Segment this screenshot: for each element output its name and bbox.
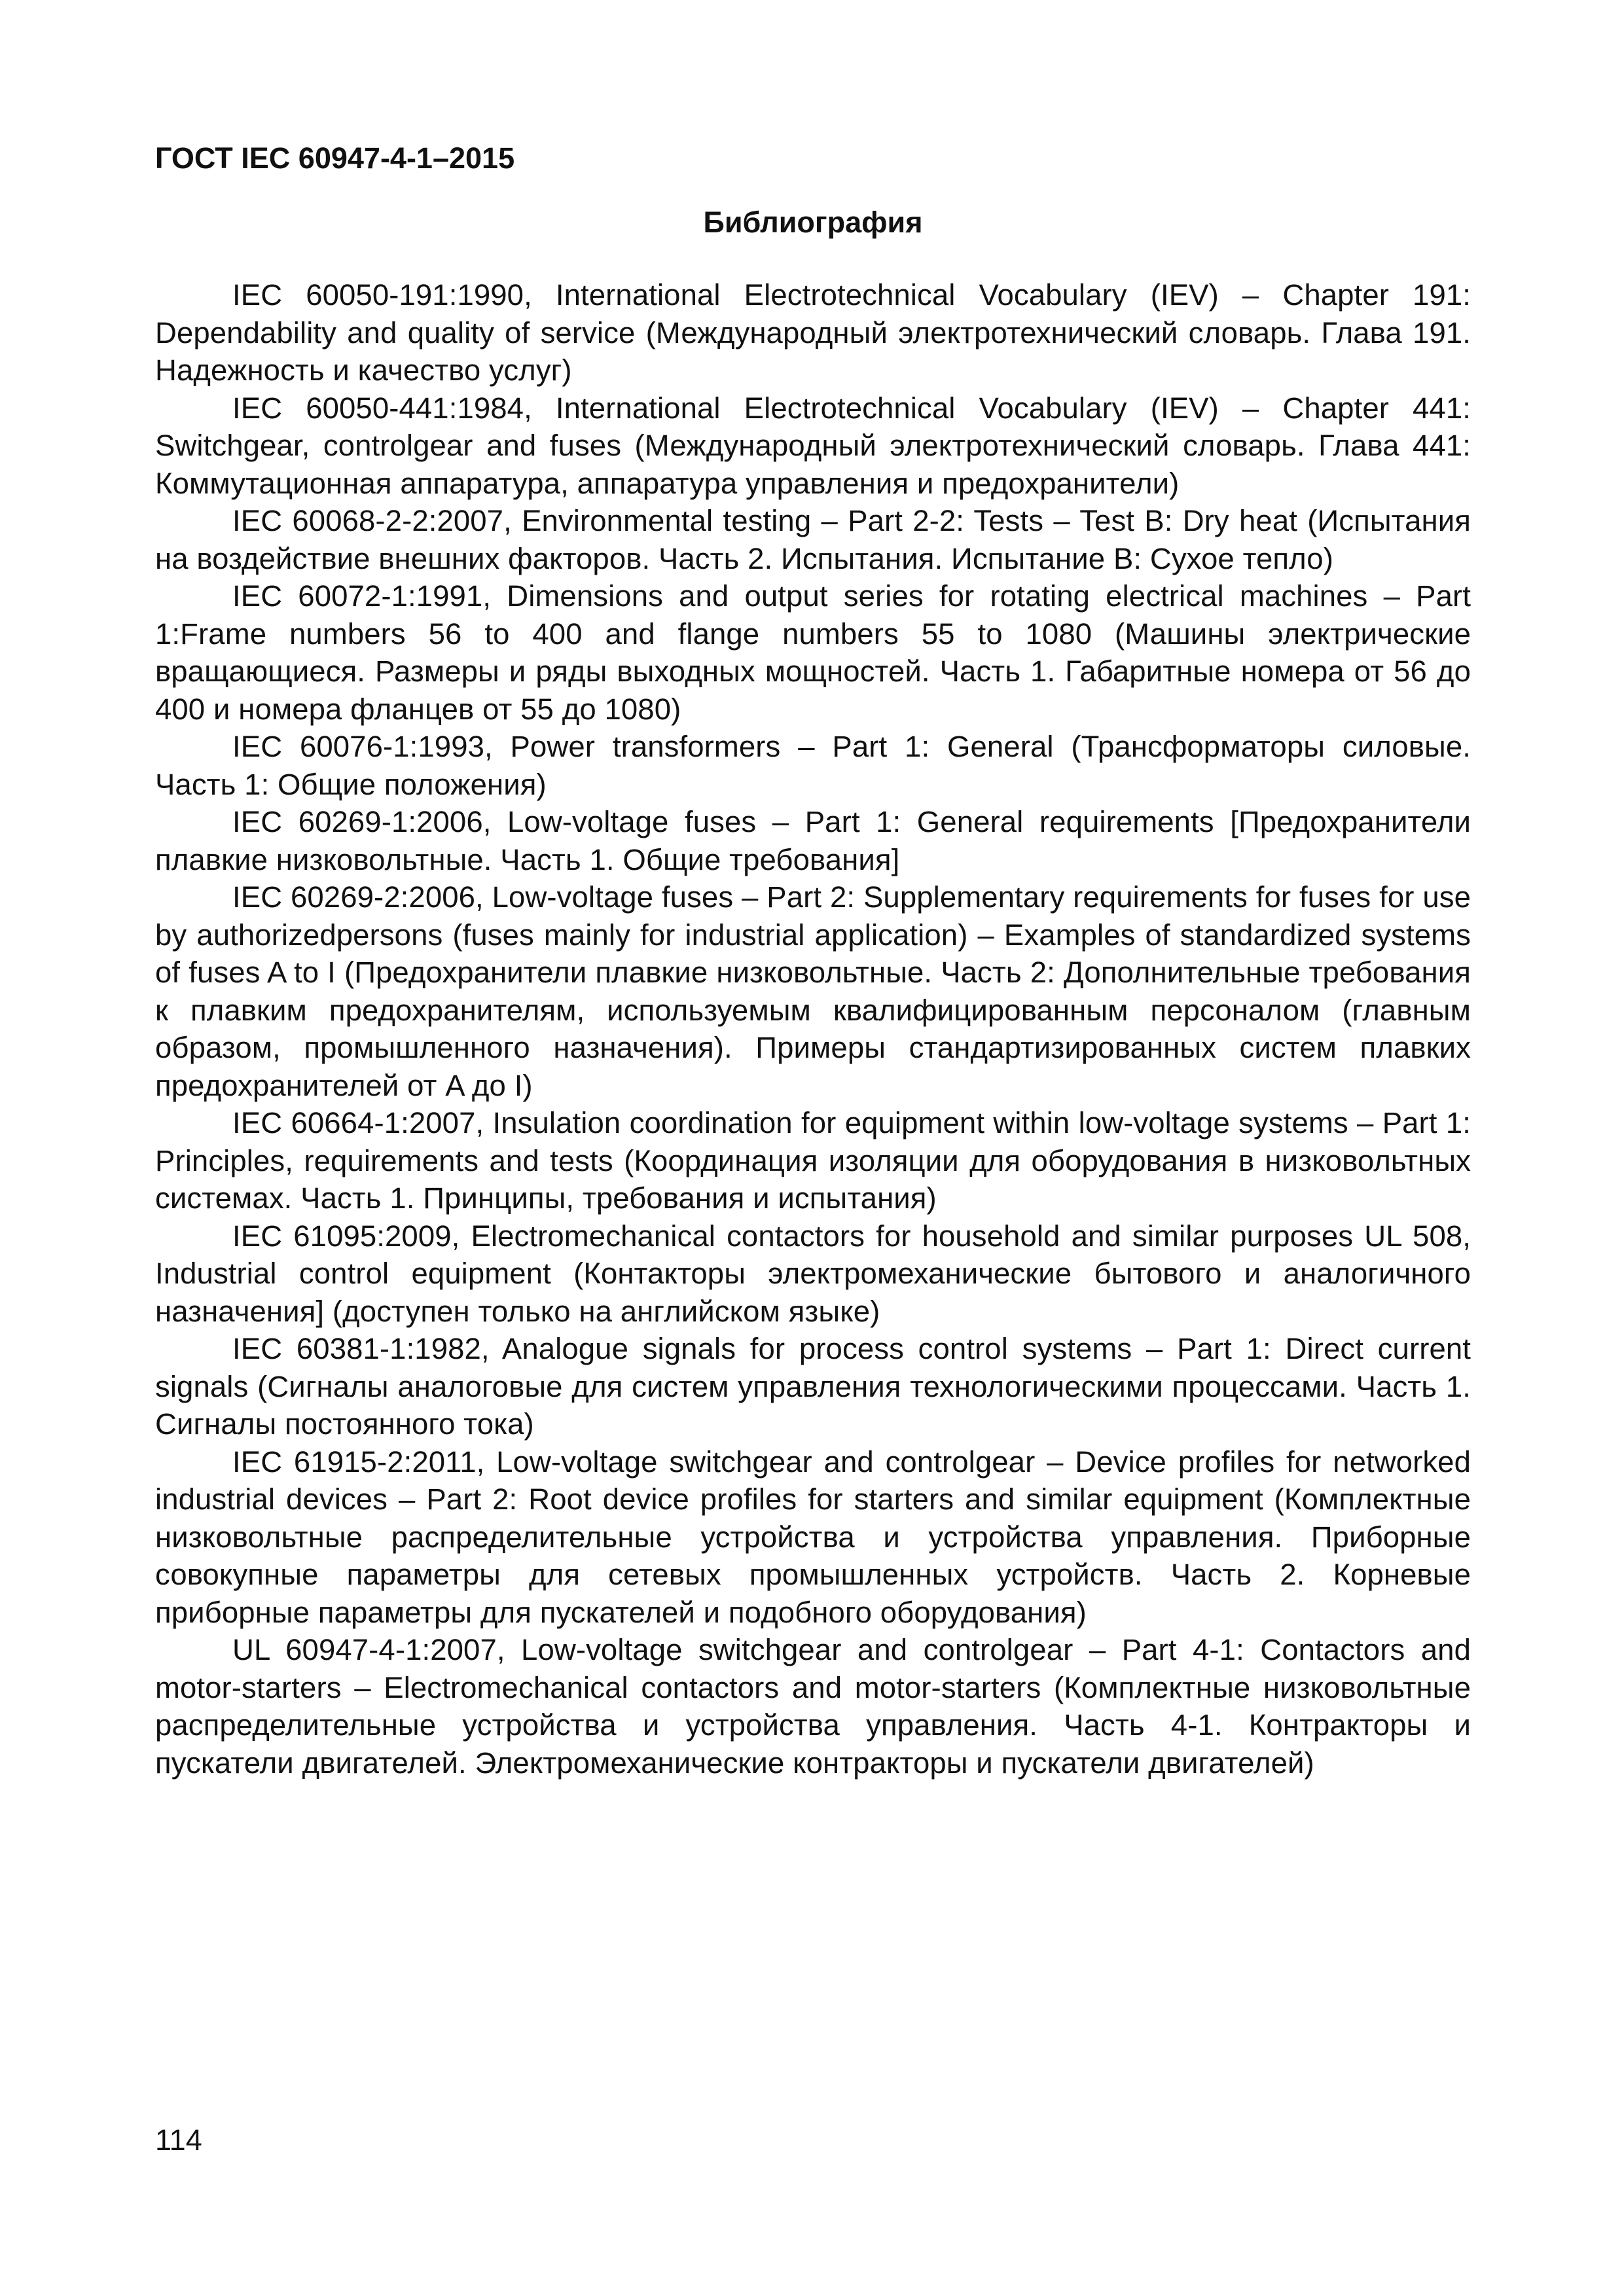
bibliography-entry: IEC 60269-1:2006, Low-voltage fuses – Part 1: General requirements [Предохранители плавкие низковольтные. Часть 1. Общие требования] [155,805,1471,876]
bibliography-entry: IEC 61095:2009, Electromechanical contactors for household and similar purposes UL 508, Industrial control equipment (Контакторы электромеханические бытового и аналогичного назначения] (доступен только на английском языке) [155,1219,1471,1328]
bibliography-entry: IEC 60076-1:1993, Power transformers – Part 1: General (Трансформаторы силовые. Часть 1: Общие положения) [155,730,1471,801]
bibliography-entry: IEC 60068-2-2:2007, Environmental testing – Part 2-2: Tests – Test B: Dry heat (Испытания на воздействие внешних факторов. Часть 2. Испытания. Испытание B: Сухое тепло) [155,504,1471,575]
bibliography-entry: IEC 61915-2:2011, Low-voltage switchgear and controlgear – Device profiles for networked industrial devices – Part 2: Root device profiles for starters and similar equipment (Комплектные низковольтные распределительные устройства и устройства управления. Приборные совокупные параметры для сетевых промышленных устройств. Часть 2. Корневые приборные параметры для пускателей и подобного оборудования) [155,1444,1471,1629]
bibliography-title: Библиография [703,206,923,239]
bibliography-entry: IEC 60269-2:2006, Low-voltage fuses – Part 2: Supplementary requirements for fuses for use by authorizedpersons (fuses mainly for industrial application) – Examples of standardized systems of fuses A to I (Предохранители плавкие низковольтные. Часть 2: Дополнительные требования к плавким предохранителям, используемым квалифицированным персоналом (главным образом, промышленного назначения). Примеры стандартизированных систем плавких предохранителей от A до I) [155,880,1471,1102]
page-number: 114 [155,2123,202,2157]
bibliography-entry: IEC 60050-191:1990, International Electrotechnical Vocabulary (IEV) – Chapter 191: Dependability and quality of service (Международный электротехнический словарь. Глава 191. Надежность и качество услуг) [155,278,1471,387]
bibliography-entry: IEC 60050-441:1984, International Electrotechnical Vocabulary (IEV) – Chapter 441: Switchgear, controlgear and fuses (Международный электротехнический словарь. Глава 441: Коммутационная аппаратура, аппаратура управления и предохранители) [155,391,1471,500]
document-code-header: ГОСТ IEC 60947-4-1–2015 [155,141,515,175]
bibliography-entry: IEC 60664-1:2007, Insulation coordination for equipment within low-voltage systems – Part 1: Principles, requirements and tests (Координация изоляции для оборудования в низковольтных системах. Часть 1. Принципы, требования и испытания) [155,1106,1471,1215]
bibliography-entry: IEC 60381-1:1982, Analogue signals for process control systems – Part 1: Direct current signals (Сигналы аналоговые для систем управления технологическими процессами. Часть 1. Сигналы постоянного тока) [155,1332,1471,1441]
bibliography-entry: IEC 60072-1:1991, Dimensions and output series for rotating electrical machines – Part 1:Frame numbers 56 to 400 and flange numbers 55 to 1080 (Машины электрические вращающиеся. Размеры и ряды выходных мощностей. Часть 1. Габаритные номера от 56 до 400 и номера фланцев от 55 до 1080) [155,579,1471,726]
bibliography-entry: UL 60947-4-1:2007, Low-voltage switchgear and controlgear – Part 4-1: Contactors and motor-starters – Electromechanical contactors and motor-starters (Комплектные низковольтные распределительные устройства и устройства управления. Часть 4-1. Контракторы и пускатели двигателей. Электромеханические контракторы и пускатели двигателей) [155,1633,1471,1780]
bibliography-list [155,276,1471,1782]
